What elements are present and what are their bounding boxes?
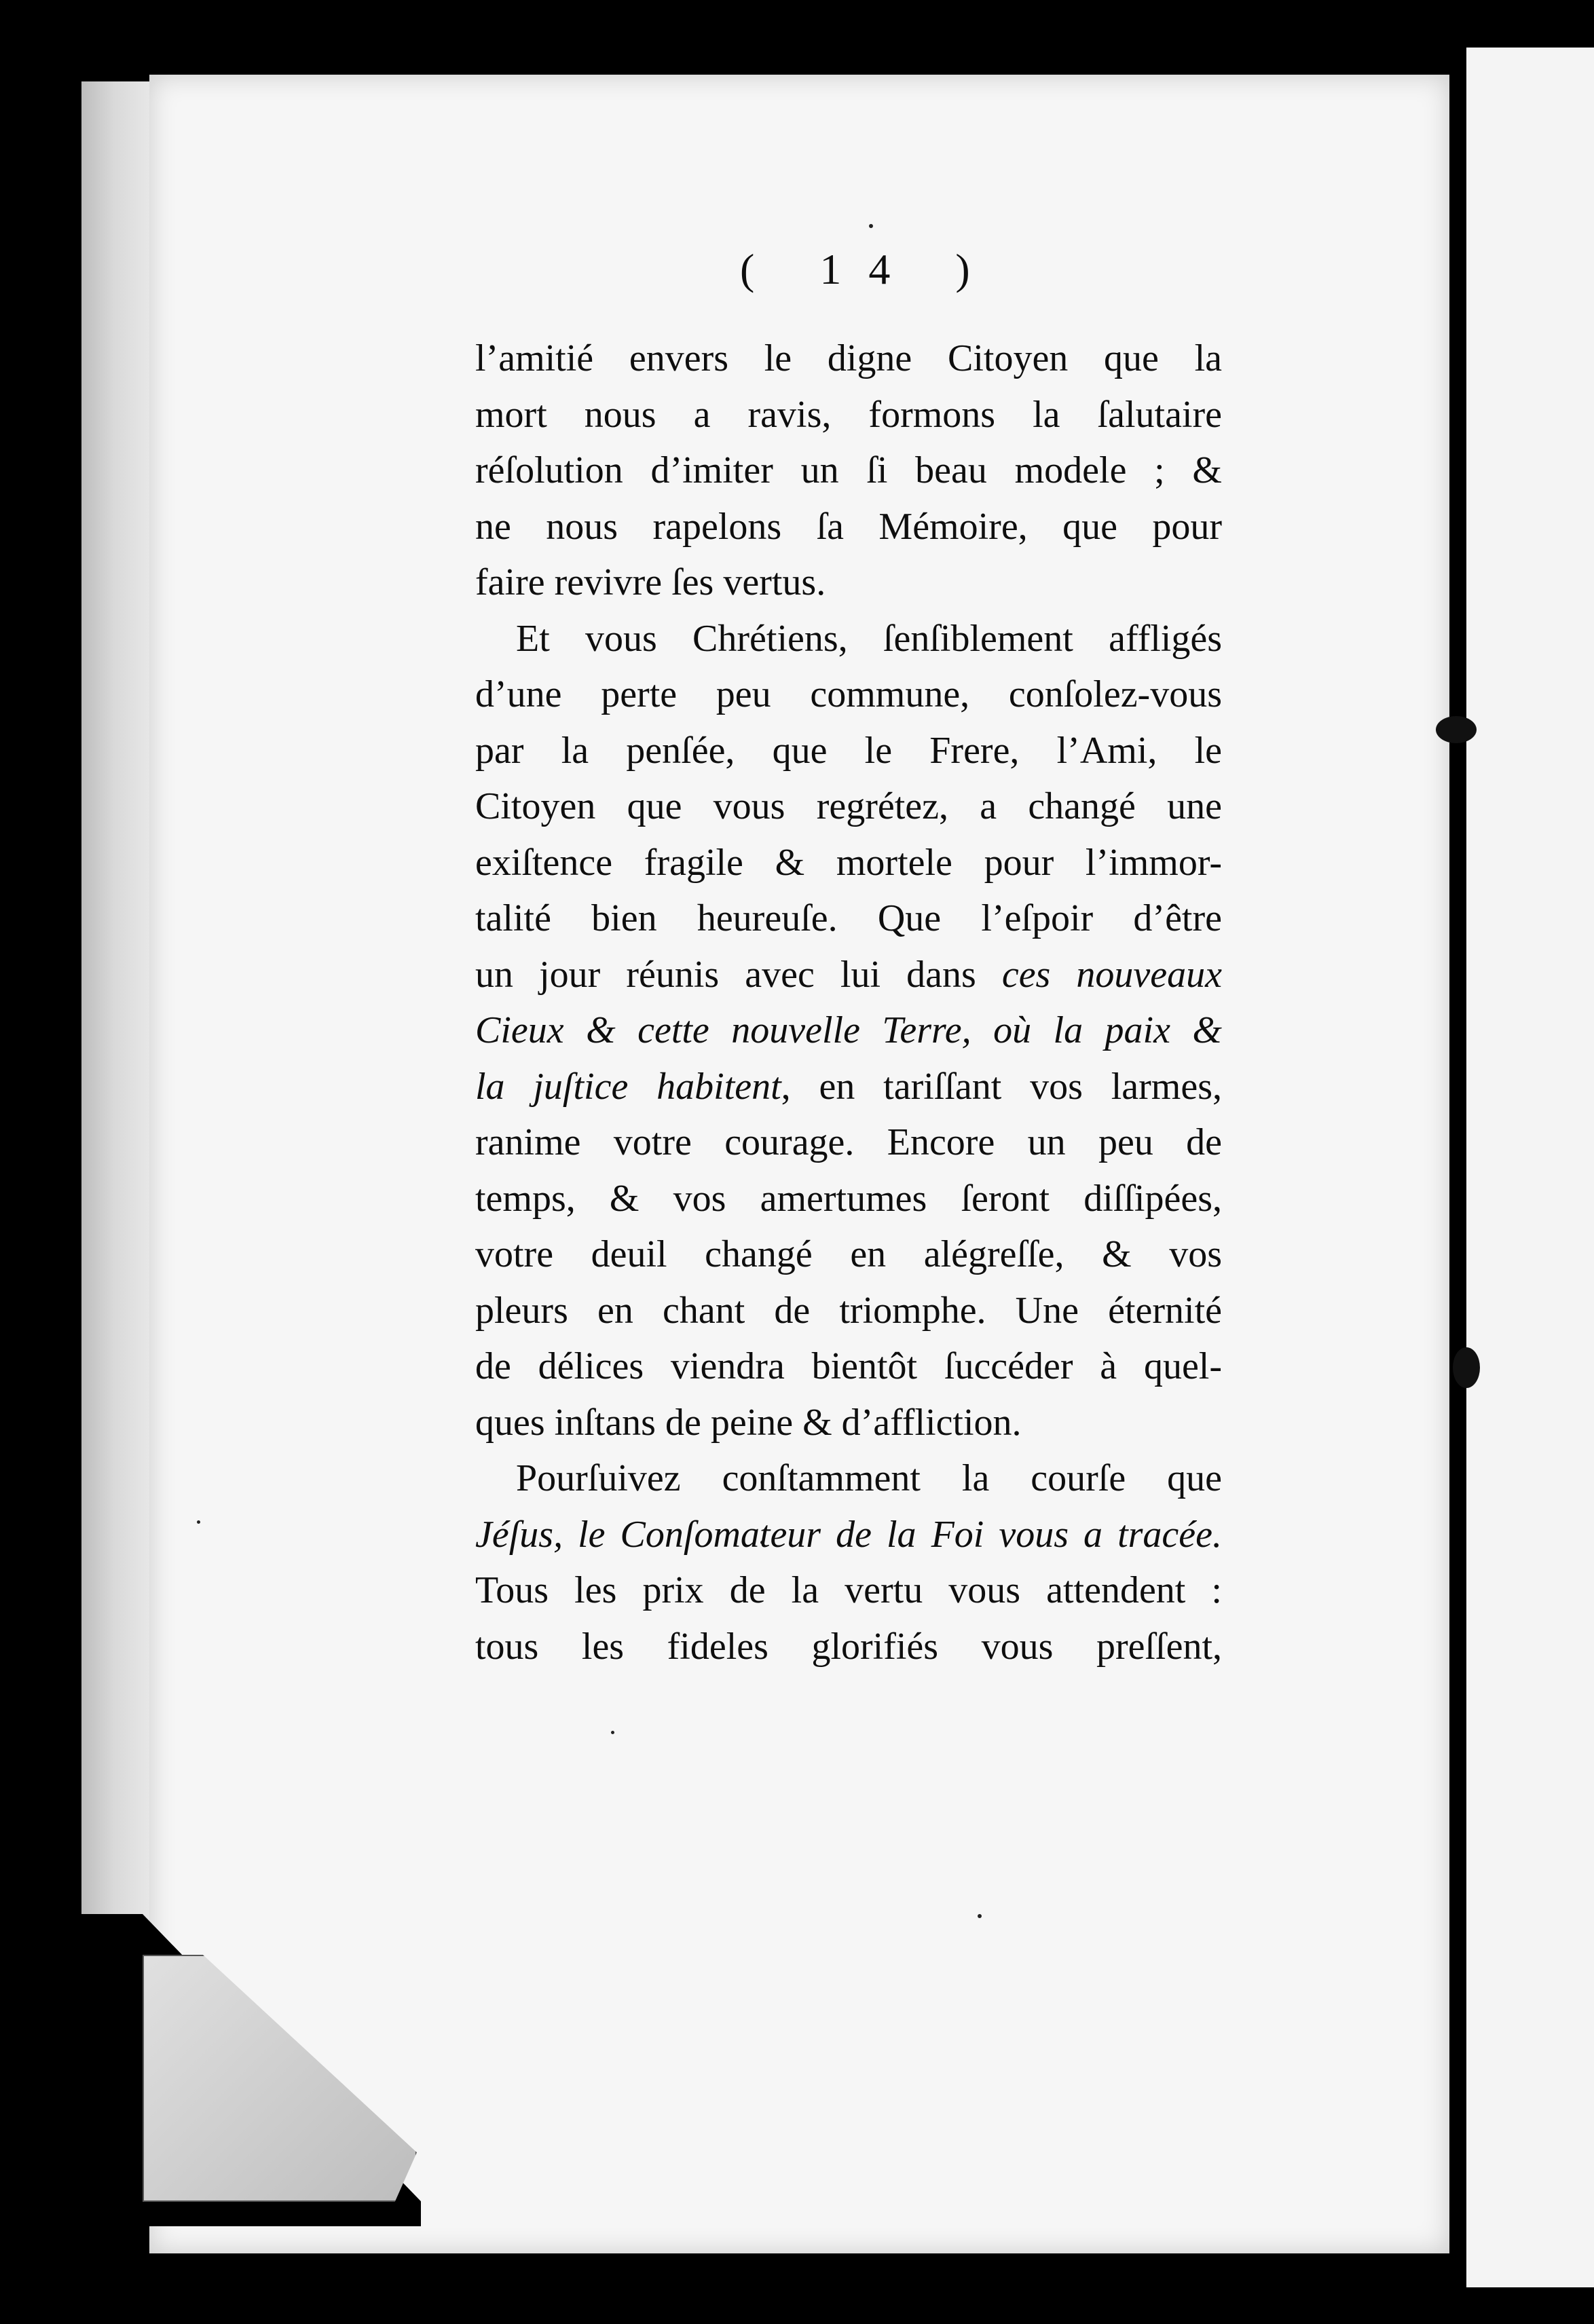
text-segment: mort nous a ravis, formons la ſalutaire xyxy=(475,393,1222,436)
text-segment: Tous les prix de la vertu vous attendent : xyxy=(475,1569,1222,1611)
text-segment: pleurs en chant de triomphe. Une éternité xyxy=(475,1289,1222,1332)
text-segment: réſolution d’imiter un ſi beau modele ; & xyxy=(475,449,1222,491)
text-line xyxy=(475,505,1222,548)
text-line xyxy=(475,787,1222,825)
book-spine xyxy=(1449,41,1467,2294)
text-segment: exiſtence fragile & mortele pour l’immor- xyxy=(475,841,1222,884)
text-line xyxy=(475,1235,1222,1273)
text-line xyxy=(475,1625,1222,1668)
text-segment: Et vous Chrétiens, ſenſiblement affligés xyxy=(516,617,1222,660)
text-line xyxy=(475,1571,1222,1609)
text-line xyxy=(475,1459,1222,1497)
text-segment: Citoyen que vous regrétez, a changé une xyxy=(475,785,1222,827)
text-line xyxy=(475,1347,1222,1385)
text-line xyxy=(475,675,1222,713)
text-line xyxy=(475,1065,1222,1108)
text-segment: d’une perte peu commune, conſolez-vous xyxy=(475,673,1222,715)
text-segment: temps, & vos amertumes ſeront diſſipées, xyxy=(475,1177,1222,1220)
text-line xyxy=(475,451,1222,489)
text-segment: par la penſée, que le Frere, l’Ami, le xyxy=(475,729,1222,772)
text-line xyxy=(475,563,1222,601)
text-segment: ne nous rapelons ſa Mémoire, que pour xyxy=(475,505,1222,548)
text-line xyxy=(475,1289,1222,1332)
text-line xyxy=(475,617,1222,660)
text-segment: l’amitié envers le digne Citoyen que la xyxy=(475,337,1222,379)
italic-text-segment: Cieux & cette nouvelle Terre, où la paix & xyxy=(475,1009,1222,1051)
text-line xyxy=(475,1123,1222,1161)
italic-text-segment: ces nouveaux xyxy=(1001,953,1222,996)
text-line xyxy=(475,1513,1222,1556)
text-line xyxy=(475,1011,1222,1049)
text-segment: ques inſtans de peine & d’affliction. xyxy=(475,1401,1022,1444)
text-line xyxy=(475,729,1222,772)
text-line xyxy=(475,393,1222,436)
text-segment: ranime votre courage. Encore un peu de xyxy=(475,1121,1222,1163)
binding-thread-knot-upper xyxy=(1436,716,1477,743)
italic-text-segment: la juſtice habitent xyxy=(475,1065,781,1108)
text-line xyxy=(475,1401,1222,1444)
next-page-edge xyxy=(1466,48,1594,2287)
text-line xyxy=(475,1177,1222,1220)
text-segment: , en tariſſant vos larmes, xyxy=(781,1065,1222,1108)
text-line xyxy=(475,899,1222,937)
text-segment: tous les fideles glorifiés vous preſſent, xyxy=(475,1625,1222,1668)
binding-thread-knot-lower xyxy=(1453,1347,1480,1388)
text-segment: Pourſuivez conſtamment la courſe que xyxy=(516,1457,1222,1499)
text-segment: talité bien heureuſe. Que l’eſpoir d’être xyxy=(475,897,1222,939)
text-segment: faire revivre ſes vertus. xyxy=(475,561,826,603)
text-line xyxy=(475,841,1222,884)
page-number: ( 14 ) xyxy=(740,245,997,293)
text-line xyxy=(475,953,1222,996)
text-segment: votre deuil changé en alégreſſe, & vos xyxy=(475,1233,1222,1275)
text-segment: un jour réunis avec lui dans xyxy=(475,953,1002,996)
italic-text-segment: Jéſus, le Conſomateur de la Foi vous a tracée. xyxy=(475,1513,1222,1556)
text-line xyxy=(475,339,1222,377)
text-segment: de délices viendra bientôt ſuccéder à quel- xyxy=(475,1345,1222,1387)
